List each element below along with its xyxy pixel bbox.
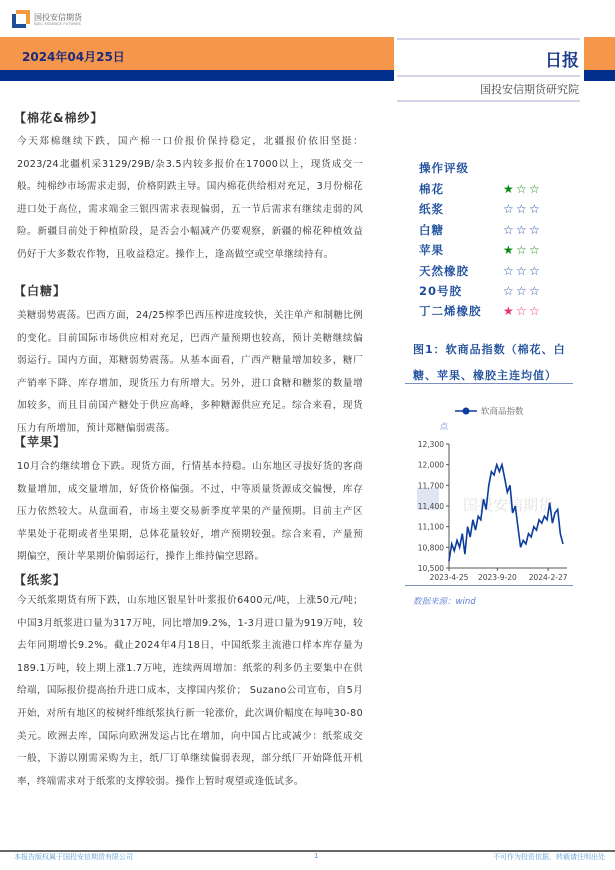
- divider: [397, 75, 580, 77]
- star-empty-icon: ☆: [529, 182, 540, 196]
- figure-bottom-line: [405, 585, 573, 586]
- section-title-cotton: 【棉花&棉纱】: [14, 111, 104, 125]
- watermark-text: 国投安信期货: [463, 496, 554, 514]
- logo-text: 国投安信期货: [34, 12, 82, 22]
- star-empty-icon: ☆: [529, 222, 540, 237]
- rating-label: 苹果: [419, 243, 444, 258]
- star-empty-icon: ☆: [516, 222, 527, 237]
- section-title-apple: 【苹果】: [14, 435, 67, 449]
- y-tick-label: 11,400: [417, 502, 444, 511]
- star-empty-icon: ☆: [516, 263, 527, 278]
- data-source: 数据来源：wind: [413, 597, 476, 607]
- rating-title: 操作评级: [419, 161, 469, 175]
- star-empty-icon: ☆: [529, 202, 540, 217]
- star-empty-icon: ☆: [529, 263, 540, 278]
- rating-row: [419, 262, 559, 280]
- rating-row: [419, 221, 559, 239]
- y-axis-unit: 点: [440, 422, 448, 431]
- star-empty-icon: ☆: [516, 182, 527, 196]
- figure-title-underline: [405, 383, 573, 384]
- section-title-pulp: 【纸浆】: [14, 573, 67, 587]
- rating-label: 丁二烯橡胶: [419, 304, 482, 319]
- star-filled-icon: ★: [503, 304, 514, 319]
- report-type: 日报: [545, 51, 579, 71]
- x-tick-label: 2023-4-25: [429, 573, 469, 582]
- rating-row: [419, 241, 559, 259]
- chart-legend: [455, 405, 524, 417]
- section-body-apple: 10月合约继续增仓下跌。现货方面，行情基本持稳。山东地区寻拔好货的客商数量增加，成交量增加，好货价格偏强。不过，中等质量货源成交偏慢，库存压力依然较大。从盘面看，市场主要交易新季度苹果的产量预期。目前主产区苹果处于花期或者坐果期，总体花量较好，增产预期较强。综合来看，产量预期偏空，预计苹果期价偏弱运行，操作上维持偏空思路。: [17, 461, 363, 563]
- legend-line-marker-icon: [455, 406, 477, 416]
- logo-subtext: SDIC ESSENCE FUTURES: [34, 21, 81, 26]
- y-tick-label: 11,700: [417, 481, 444, 491]
- header-band-orange-right: [584, 37, 615, 70]
- star-empty-icon: ☆: [516, 284, 527, 298]
- star-empty-icon: ☆: [503, 222, 514, 237]
- x-tick-label: 2023-9-20: [477, 573, 517, 582]
- institute-name: 国投安信期货研究院: [480, 83, 579, 96]
- footer-copyright: 本报告版权属于国投安信期货有限公司: [14, 853, 133, 861]
- section-body-cotton: 今天郑棉继续下跌，国产棉一口价报价保持稳定，北疆报价依旧坚挺：2023/24北疆机采3129/29B/杂3.5内较多报价在17000以上，现货成交一般。纯棉纱市场需求走弱，价格阴跌主导。国内棉花供给相对充足，3月份棉花进口处于高位，需求端金三银四需求表现偏弱，五一节后需求有继续走弱的风险。新疆目前处于种植阶段，是否会小幅减产仍要观察，新疆的棉花种植效益仍好于大多数农作物，且收益稳定。操作上，逢高做空或空单继续持有。: [17, 136, 363, 260]
- divider: [397, 100, 580, 102]
- star-filled-icon: ★: [503, 243, 514, 258]
- footer-disclaimer: 不可作为投资依据，转载请注明出处: [493, 853, 605, 861]
- y-tick-label: 10,800: [417, 543, 444, 553]
- rating-label: 天然橡胶: [419, 263, 469, 278]
- report-date: 2024年04月25日: [22, 50, 125, 64]
- header-band-blue: [0, 70, 394, 81]
- star-empty-icon: ☆: [516, 202, 527, 217]
- rating-row: [419, 282, 559, 300]
- soft-commodity-index-chart: [405, 430, 605, 590]
- y-tick-label: 11,100: [417, 522, 444, 532]
- y-tick-label: 12,000: [417, 460, 444, 470]
- rating-row: [419, 180, 559, 198]
- section-title-sugar: 【白糖】: [14, 284, 67, 298]
- star-empty-icon: ☆: [503, 284, 514, 298]
- company-logo: [12, 10, 82, 28]
- rating-row: [419, 200, 559, 218]
- rating-label: 纸浆: [419, 202, 444, 217]
- star-empty-icon: ☆: [529, 284, 540, 298]
- rating-row: [419, 302, 559, 320]
- y-tick-label: 10,500: [417, 564, 444, 573]
- star-empty-icon: ☆: [503, 202, 514, 217]
- star-empty-icon: ☆: [529, 304, 540, 319]
- page-number: 1: [314, 852, 319, 860]
- logo-icon: [12, 10, 30, 28]
- legend-label: 软商品指数: [481, 407, 524, 417]
- section-body-sugar: 美糖弱势震荡。巴西方面，24/25榨季巴西压榨进度较快，关注单产和制糖比例的变化。目前国际市场供应相对充足，巴西产量预期也较高，预计美糖继续偏弱运行。国内方面，郑糖弱势震荡。从基本面看，广西产糖量增加较多，糖厂产销率下降、库存增加，现货压力有所增大。另外，进口食糖和糖浆的数量增加较多，而且目前国产糖处于供应高峰，多种糖源供应充足。综合来看，现货压力有所增加，预计郑糖偏弱震荡。: [17, 310, 363, 434]
- rating-label: 白糖: [419, 222, 444, 237]
- divider: [397, 38, 580, 40]
- x-tick-label: 2024-2-27: [528, 573, 568, 582]
- star-empty-icon: ☆: [503, 263, 514, 278]
- star-empty-icon: ☆: [529, 243, 540, 258]
- y-tick-label: 12,300: [417, 440, 444, 449]
- star-filled-icon: ★: [503, 182, 514, 196]
- header-band-blue-right: [584, 70, 615, 81]
- star-empty-icon: ☆: [516, 304, 527, 319]
- rating-label: 棉花: [419, 182, 444, 196]
- star-empty-icon: ☆: [516, 243, 527, 258]
- section-body-pulp: 今天纸浆期货有所下跌，山东地区银星针叶浆报价6400元/吨，上涨50元/吨；中国3月纸浆进口量为317万吨，同比增加9.2%，1-3月进口量为919万吨，较去年同期增长9.2%。截止2024年4月18日，中国纸浆主流港口样本库存量为189.1万吨，较上期上涨1.7万吨，连续两周增加：纸浆的利多仍主要集中在供给端，国际报价提高抬升进口成本，支撑国内浆价； Suzano公司宣布，自5月开始，对所有地区的桉树纤维纸浆执行新一轮涨价，此次调价幅度在每吨30-80美元。欧洲去库，国际向欧洲发运占比在增加，向中国占比或减少：纸浆成交一般，下游以刚需采购为主，纸厂订单继续偏弱表现，部分纸厂开始降低开机率，终端需求对于纸浆的支撑较弱。操作上暂时观望或逢低试多。: [17, 595, 363, 787]
- figure-title: 图1：软商品指数（棉花、白糖、苹果、橡胶主连均值）: [413, 343, 566, 382]
- rating-label: 20号胶: [419, 284, 463, 298]
